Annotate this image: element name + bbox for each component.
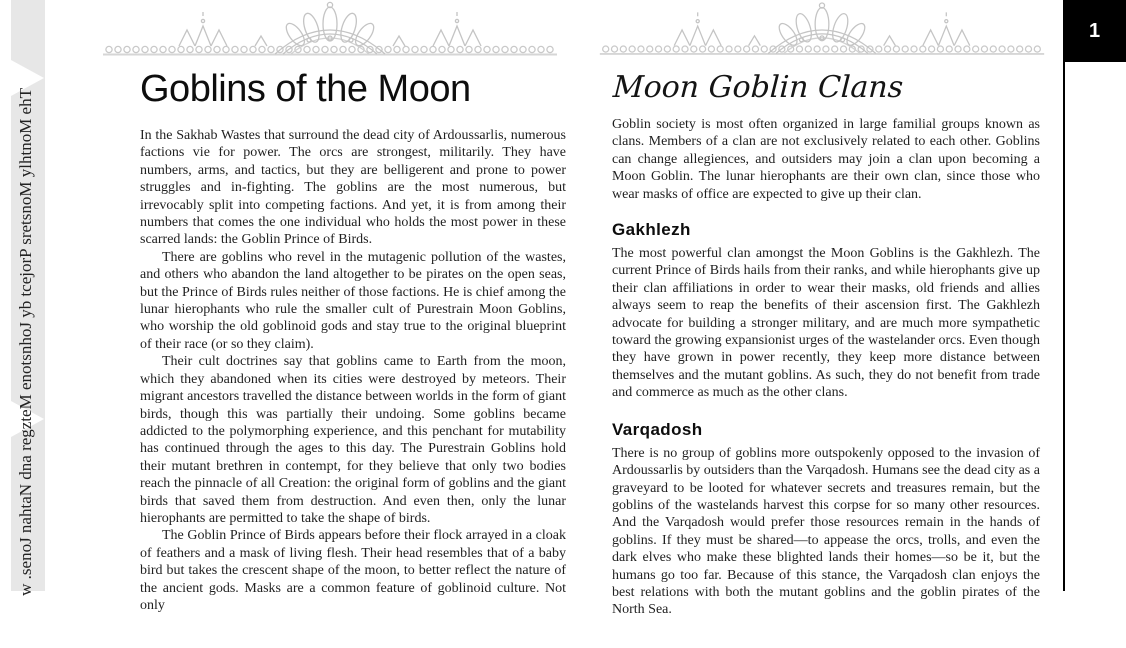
lotus-crown-ornament-icon	[592, 0, 1052, 58]
page-number-badge	[1063, 0, 1126, 62]
subsection-heading-varqadosh: Varqadosh	[612, 419, 703, 439]
body-paragraph: Goblin society is most often organized in large familial groups known as clans. Members of a clan are not exclusively related to each other. Goblins can change allegiences, and outsiders may join a clan upon becoming a Moon Goblin. The lunar hierophants are their own clan, since those who wear masks of office are expected to give up their clan.	[612, 117, 1040, 202]
page-edge-rule	[1063, 62, 1065, 591]
body-paragraph: The Goblin Prince of Birds appears before their flock arrayed in a cloak of feathers and a mask of living flesh. Their head resembles that of a baby bird but takes the crescent shape of the moon, to better reflect the nature of the ancient gods. Masks are a common feature of goblinoid culture. Not only	[140, 528, 566, 613]
body-paragraph: There is no group of goblins more outspokenly opposed to the invasion of Ardoussarlis by outsiders than the Varqadosh. Humans see the dead city as a graveyard to be looted for whatever secrets and treasures remain, but the goblins of the wastelands harvest this corpse for so many other resources. And the Varqadosh would prefer those resources remain in the hands of goblins. If they must be shared—to appease the orcs, trolls, and even the dark elves who make these blighted lands their homes—so be it, but the humans go too far. Because of this stance, the Varqadosh clan enjoys the best relations with both the mutant goblins and the goblin pirates of the North Sea.	[612, 445, 1040, 618]
section-heading-moon-goblin-clans: Moon Goblin Clans	[612, 70, 905, 105]
left-column	[140, 68, 566, 614]
lotus-crown-ornament-icon	[95, 0, 565, 58]
page-title: Goblins of the Moon	[140, 68, 471, 110]
body-paragraph: The most powerful clan amongst the Moon Goblins is the Gakhlezh. The current Prince of Birds hails from their ranks, and while hierophants give up their clan affiliations in order to wear their masks, old friends and allies always seem to reap the benefits of their ascension first. The Gakhlezh advocate for building a stronger military, and are much more sympathetic toward the growing expansionist urges of the wastelander orcs. Even though they have grown in power recently, they keep more distance between themselves and the mutant goblins. As such, they do not benefit from trade and commerce as much as the other clans.	[612, 246, 1040, 401]
spine-credit-text: w .senoJ nahtaN dna regzteM enotsnhoJ yb tcejorP sretsnoM ylhtnoM ehT	[16, 88, 35, 596]
body-paragraph: Their cult doctrines say that goblins came to Earth from the moon, which they abandoned when its cities were destroyed by meteors. Their migrant ancestors travelled the distance between worlds in the form of giant birds, though this was partially their undoing. Some goblins became addicted to the polymorphing experience, and this penchant for mutability has continued through the ages to this day. The Purestrain Goblins hold their mutant brethren in contempt, for they believe that only two bodies reach the pinnacle of all Creation: the original form of goblins and the giant birds that saved them from destruction. And even then, only the lunar hierophants are permitted to take the shape of birds.	[140, 354, 566, 526]
right-column	[612, 70, 1040, 619]
header-ornament-left	[95, 0, 565, 58]
page-number: 1	[1088, 19, 1101, 42]
body-paragraph: There are goblins who revel in the mutagenic pollution of the wastes, and others who abandon the land altogether to be pirates on the open seas, but the Prince of Birds rules neither of those factions. He is chief among the lunar hierophants who rule the smaller cult of Purestrain Moon Goblins, who worship the old goblinoid gods and stay true to the original blueprint of their race (or so they claim).	[140, 249, 566, 352]
subsection-heading-gakhlezh: Gakhlezh	[612, 220, 691, 240]
header-ornament-right	[592, 0, 1052, 58]
body-paragraph: In the Sakhab Wastes that surround the dead city of Ardoussarlis, numerous factions vie for power. The orcs are strongest, militarily. They have numbers, arms, and tactics, but they are belligerent and prone to power struggles and in-fighting. The goblins are the most numerous, but irrevocably split into competing factions. And yet, it is from among their numbers that comes the one individual who holds the most power in these scarred lands: the Goblin Prince of Birds.	[140, 128, 566, 248]
